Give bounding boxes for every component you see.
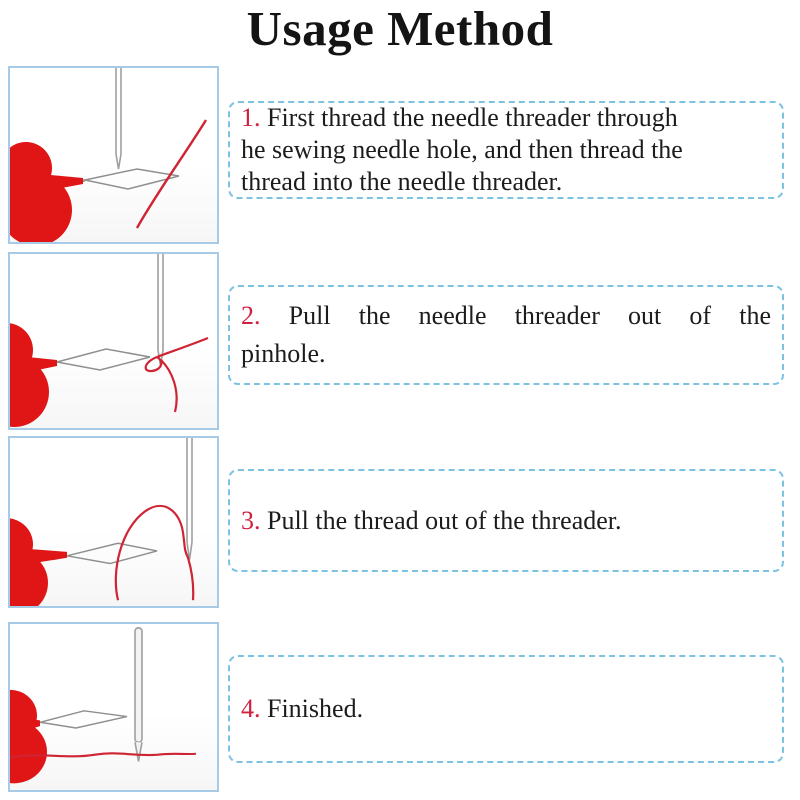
step-2-number: 2. bbox=[241, 301, 261, 331]
step-2-text bbox=[241, 297, 771, 373]
step-1-line-3: thread into the needle threader. bbox=[241, 166, 563, 196]
step-1-text bbox=[241, 102, 771, 197]
step-3-text bbox=[241, 505, 771, 537]
pull-thread-out-of-threader-illustration-icon bbox=[10, 438, 217, 606]
step-1-instruction-box bbox=[228, 101, 784, 199]
step-3-image bbox=[8, 436, 219, 608]
finished-illustration-icon bbox=[10, 624, 217, 790]
step-2-line-1: Pull the needle threader out of the bbox=[288, 301, 771, 331]
step-4-line-1: Finished. bbox=[267, 694, 364, 724]
step-4-instruction-box bbox=[228, 655, 784, 763]
page-title: Usage Method bbox=[246, 1, 554, 56]
step-4-image bbox=[8, 622, 219, 792]
step-3-line-1: Pull the thread out of the threader. bbox=[267, 505, 622, 535]
step-3-number: 3. bbox=[241, 505, 261, 535]
threader-through-needle-hole-illustration-icon bbox=[10, 68, 217, 242]
step-1-line-1: First thread the needle threader through bbox=[267, 103, 678, 133]
step-3-instruction-box bbox=[228, 469, 784, 572]
step-1-number: 1. bbox=[241, 103, 261, 133]
step-2-line-2: pinhole. bbox=[241, 339, 326, 368]
step-1-line-2: he sewing needle hole, and then thread the bbox=[241, 135, 683, 165]
step-1-image bbox=[8, 66, 219, 244]
step-2-image bbox=[8, 252, 219, 430]
pull-threader-out-of-pinhole-illustration-icon bbox=[10, 254, 217, 428]
step-4-number: 4. bbox=[241, 694, 261, 724]
step-4-text bbox=[241, 693, 771, 725]
step-2-instruction-box bbox=[228, 285, 784, 385]
